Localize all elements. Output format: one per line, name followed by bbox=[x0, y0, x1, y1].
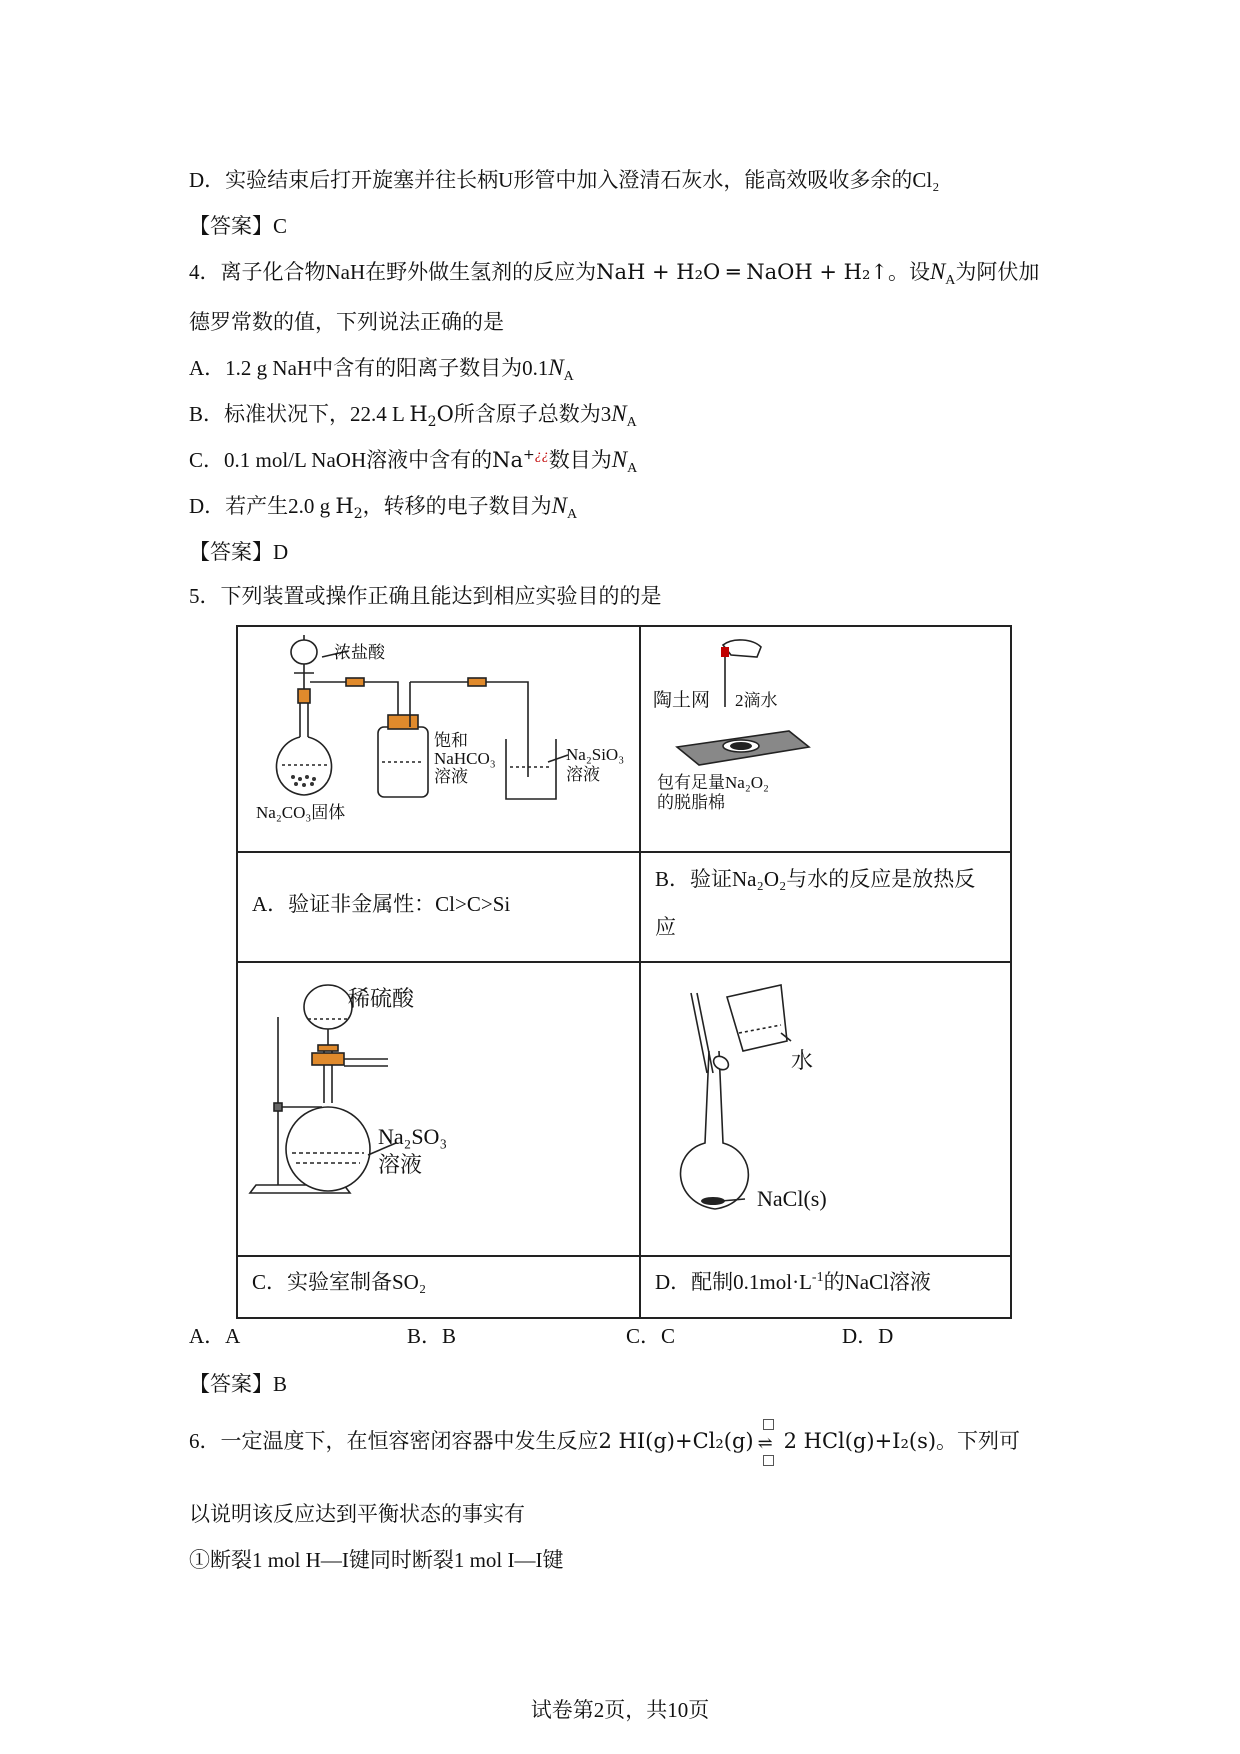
fig-a-acid-label: 浓盐酸 bbox=[334, 643, 385, 662]
q4-option-d: D．若产生2.0 g $H_2$，转移的电子数目为$N_A$ bbox=[189, 493, 578, 523]
caption-b-cell bbox=[640, 852, 1011, 962]
q4-stem-line1: 4．离子化合物NaH在野外做生氢剂的反应为NaH + H₂O ═ NaOH + H₂↑。设$N_A$为阿伏加 bbox=[189, 259, 1040, 289]
q5-answer: 【答案】B bbox=[189, 1372, 288, 1396]
figure-b-apparatus bbox=[641, 627, 1009, 851]
choice-b[interactable]: B．B bbox=[407, 1324, 457, 1348]
q4-option-a: A．1.2 g NaH中含有的阳离子数目为$0.1N_A$ bbox=[189, 355, 574, 385]
figure-d-apparatus bbox=[641, 963, 1009, 1255]
choice-a[interactable]: A．A bbox=[189, 1324, 241, 1348]
q4-answer: 【答案】D bbox=[189, 540, 289, 564]
q6-stem-line2: 以说明该反应达到平衡状态的事实有 bbox=[189, 1502, 525, 1526]
fig-a-mid-label-1: 饱和 bbox=[434, 731, 468, 750]
fig-d-water-label: 水 bbox=[791, 1048, 814, 1073]
q4-stem-line2: 德罗常数的值，下列说法正确的是 bbox=[189, 310, 504, 334]
page-footer: 试卷第2页，共10页 bbox=[530, 1698, 710, 1722]
figure-c-cell bbox=[237, 962, 640, 1256]
fig-a-mid-label-2: NaHCO₃ bbox=[434, 749, 496, 768]
q5-options-table bbox=[236, 625, 1012, 1319]
q4-option-b: B．标准状况下，22.4 L $H_2O$所含原子总数为$3N_A$ bbox=[189, 401, 637, 431]
q5-stem: 5．下列装置或操作正确且能达到相应实验目的的是 bbox=[189, 584, 662, 608]
figure-b-cell bbox=[640, 626, 1011, 852]
q6-item-1: ①断裂1 mol H—I键同时断裂1 mol I—I键 bbox=[189, 1548, 564, 1572]
q6-eq-left: 2 HI(g)+Cl₂(g) bbox=[598, 1429, 754, 1453]
fig-a-right-label-1: Na₂SiO₃ bbox=[566, 745, 625, 764]
choice-d[interactable]: D．D bbox=[842, 1324, 894, 1348]
fig-a-solid-label: Na₂CO₃固体 bbox=[256, 803, 346, 822]
caption-a: A．验证非金属性：Cl>C>Si bbox=[252, 892, 511, 916]
q6-eq-right: 2 HCl(g)+I₂(s) bbox=[783, 1429, 937, 1453]
caption-d: D．配制$0.1mol\cdot L^{-1}$的NaCl溶液 bbox=[655, 1270, 931, 1294]
fig-c-acid-label: 稀硫酸 bbox=[348, 986, 415, 1011]
q3-option-d: D．实验结束后打开旋塞并往长柄U形管中加入澄清石灰水，能高效吸收多余的Cl₂ bbox=[189, 168, 940, 192]
fig-c-solution-label-2: 溶液 bbox=[378, 1152, 423, 1177]
equilibrium-arrow-icon: ⇌ bbox=[754, 1433, 784, 1453]
caption-c-cell bbox=[237, 1256, 640, 1318]
q4-equation: NaH + H₂O ═ NaOH + H₂↑ bbox=[596, 260, 888, 284]
figure-a-cell bbox=[237, 626, 640, 852]
figure-c-apparatus bbox=[238, 963, 638, 1255]
caption-d-cell bbox=[640, 1256, 1011, 1318]
fig-b-net-label: 陶土网 bbox=[653, 690, 711, 711]
fig-a-mid-label-3: 溶液 bbox=[434, 767, 468, 786]
caption-a-cell bbox=[237, 852, 640, 962]
fig-a-right-label-2: 溶液 bbox=[566, 765, 600, 784]
fig-d-solid-label: NaCl(s) bbox=[757, 1186, 827, 1211]
q4-option-c: C．0.1 mol/L NaOH溶液中含有的Na+¿¿数目为$N_A$ bbox=[189, 447, 638, 477]
q3-answer: 【答案】C bbox=[189, 214, 288, 238]
q6-stem-line1: 6．一定温度下，在恒容密闭容器中发生反应2 HI(g)+Cl₂(g) ⇌ 2 HCl(g)+I₂(s)。下列可 bbox=[189, 1427, 1020, 1455]
q5-choices bbox=[189, 1322, 893, 1350]
fig-b-cotton-label-1: 包有足量Na₂O₂ bbox=[657, 773, 769, 792]
choice-c[interactable]: C．C bbox=[626, 1324, 676, 1348]
figure-d-cell bbox=[640, 962, 1011, 1256]
caption-b: B．验证Na₂O₂与水的反应是放热反 应 bbox=[655, 867, 976, 939]
fig-b-cotton-label-2: 的脱脂棉 bbox=[657, 793, 725, 812]
fig-c-solution-label-1: Na₂SO₃ bbox=[378, 1124, 448, 1149]
fig-b-drops-label: 2滴水 bbox=[735, 691, 778, 710]
na-symbol: N bbox=[929, 259, 946, 284]
render-artifact: ¿¿ bbox=[534, 448, 549, 463]
caption-c: C．实验室制备SO₂ bbox=[252, 1270, 427, 1294]
